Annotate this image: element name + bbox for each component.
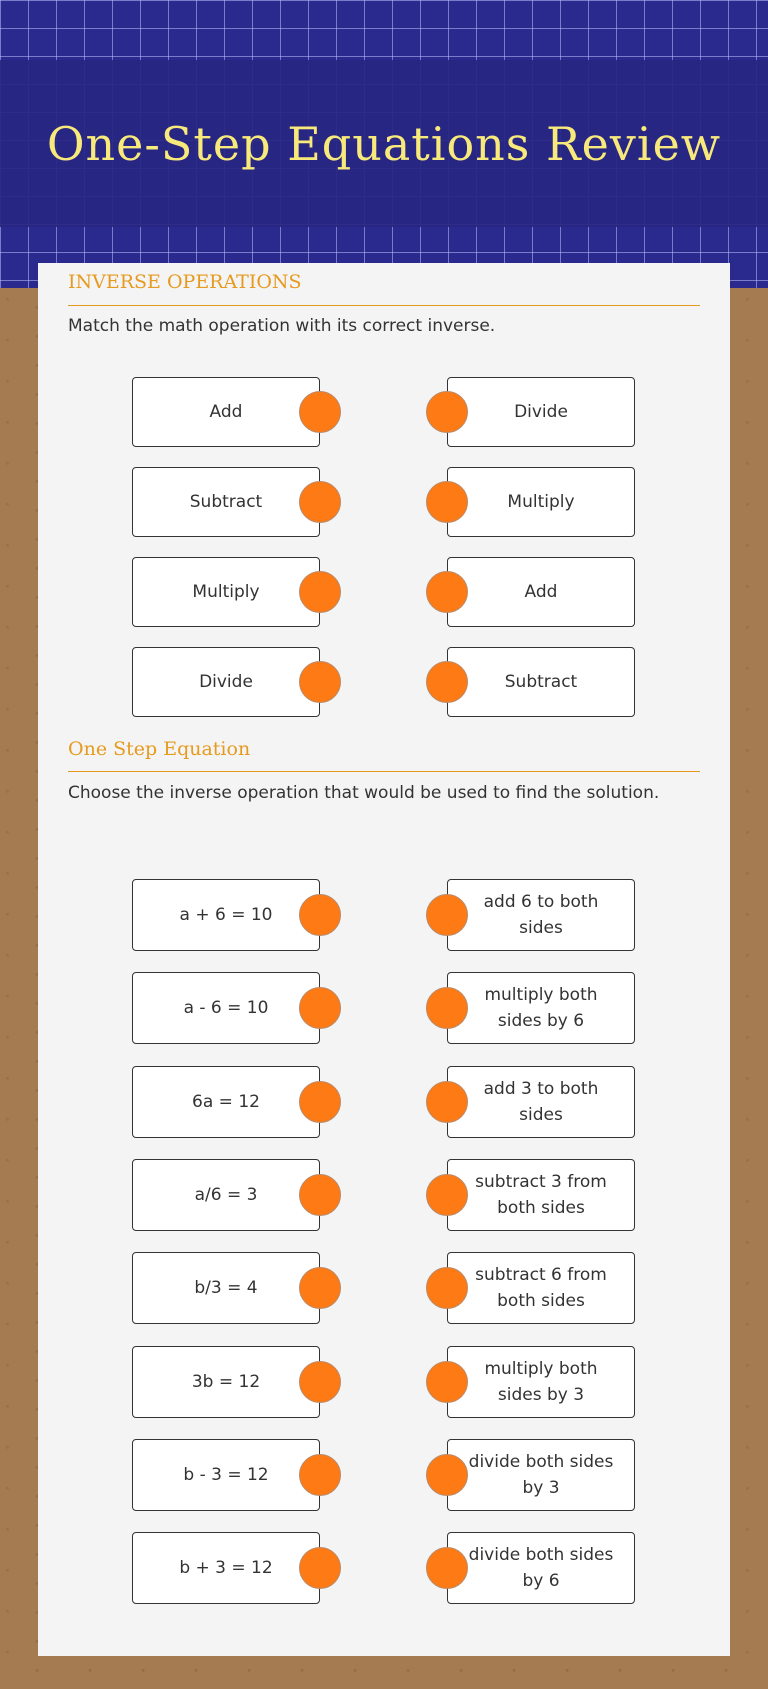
match-item-right[interactable]: subtract 6 from both sides <box>447 1252 635 1324</box>
match-item-left[interactable]: Divide <box>132 647 320 717</box>
connector-dot-left[interactable] <box>299 987 341 1029</box>
match-item-right[interactable]: multiply both sides by 3 <box>447 1346 635 1418</box>
match-item-right[interactable]: divide both sides by 3 <box>447 1439 635 1511</box>
connector-dot-right[interactable] <box>426 1081 468 1123</box>
match-item-left[interactable]: 3b = 12 <box>132 1346 320 1418</box>
match-item-right[interactable]: add 6 to both sides <box>447 879 635 951</box>
match-item-right[interactable]: divide both sides by 6 <box>447 1532 635 1604</box>
connector-dot-left[interactable] <box>299 1454 341 1496</box>
section-divider <box>68 305 700 306</box>
connector-dot-left[interactable] <box>299 481 341 523</box>
connector-dot-left[interactable] <box>299 1081 341 1123</box>
connector-dot-right[interactable] <box>426 571 468 613</box>
connector-dot-left[interactable] <box>299 661 341 703</box>
connector-dot-right[interactable] <box>426 391 468 433</box>
section-instruction: Choose the inverse operation that would be used to find the solution. <box>68 783 660 803</box>
match-item-left[interactable]: a + 6 = 10 <box>132 879 320 951</box>
connector-dot-right[interactable] <box>426 1174 468 1216</box>
match-item-right[interactable]: Divide <box>447 377 635 447</box>
match-item-right[interactable]: Add <box>447 557 635 627</box>
match-item-left[interactable]: b + 3 = 12 <box>132 1532 320 1604</box>
section-title: INVERSE OPERATIONS <box>68 271 302 293</box>
match-item-right[interactable]: Subtract <box>447 647 635 717</box>
match-item-left[interactable]: b - 3 = 12 <box>132 1439 320 1511</box>
match-item-right[interactable]: subtract 3 from both sides <box>447 1159 635 1231</box>
match-item-left[interactable]: 6a = 12 <box>132 1066 320 1138</box>
connector-dot-left[interactable] <box>299 1267 341 1309</box>
connector-dot-left[interactable] <box>299 1361 341 1403</box>
match-item-right[interactable]: multiply both sides by 6 <box>447 972 635 1044</box>
match-item-right[interactable]: Multiply <box>447 467 635 537</box>
match-item-right[interactable]: add 3 to both sides <box>447 1066 635 1138</box>
connector-dot-right[interactable] <box>426 987 468 1029</box>
match-item-left[interactable]: Multiply <box>132 557 320 627</box>
match-item-left[interactable]: Add <box>132 377 320 447</box>
connector-dot-right[interactable] <box>426 1361 468 1403</box>
section-title: One Step Equation <box>68 738 251 760</box>
match-item-left[interactable]: b/3 = 4 <box>132 1252 320 1324</box>
header-banner <box>0 0 768 288</box>
section-instruction: Match the math operation with its correct inverse. <box>68 316 496 336</box>
connector-dot-right[interactable] <box>426 661 468 703</box>
connector-dot-left[interactable] <box>299 391 341 433</box>
connector-dot-right[interactable] <box>426 1454 468 1496</box>
connector-dot-right[interactable] <box>426 894 468 936</box>
connector-dot-left[interactable] <box>299 1547 341 1589</box>
match-item-left[interactable]: a - 6 = 10 <box>132 972 320 1044</box>
match-item-left[interactable]: Subtract <box>132 467 320 537</box>
worksheet-card <box>38 263 730 1656</box>
connector-dot-right[interactable] <box>426 1547 468 1589</box>
page-title: One-Step Equations Review <box>46 116 722 171</box>
match-item-left[interactable]: a/6 = 3 <box>132 1159 320 1231</box>
title-band <box>0 60 768 227</box>
connector-dot-right[interactable] <box>426 1267 468 1309</box>
section-divider <box>68 771 700 772</box>
connector-dot-left[interactable] <box>299 571 341 613</box>
connector-dot-left[interactable] <box>299 894 341 936</box>
connector-dot-right[interactable] <box>426 481 468 523</box>
connector-dot-left[interactable] <box>299 1174 341 1216</box>
